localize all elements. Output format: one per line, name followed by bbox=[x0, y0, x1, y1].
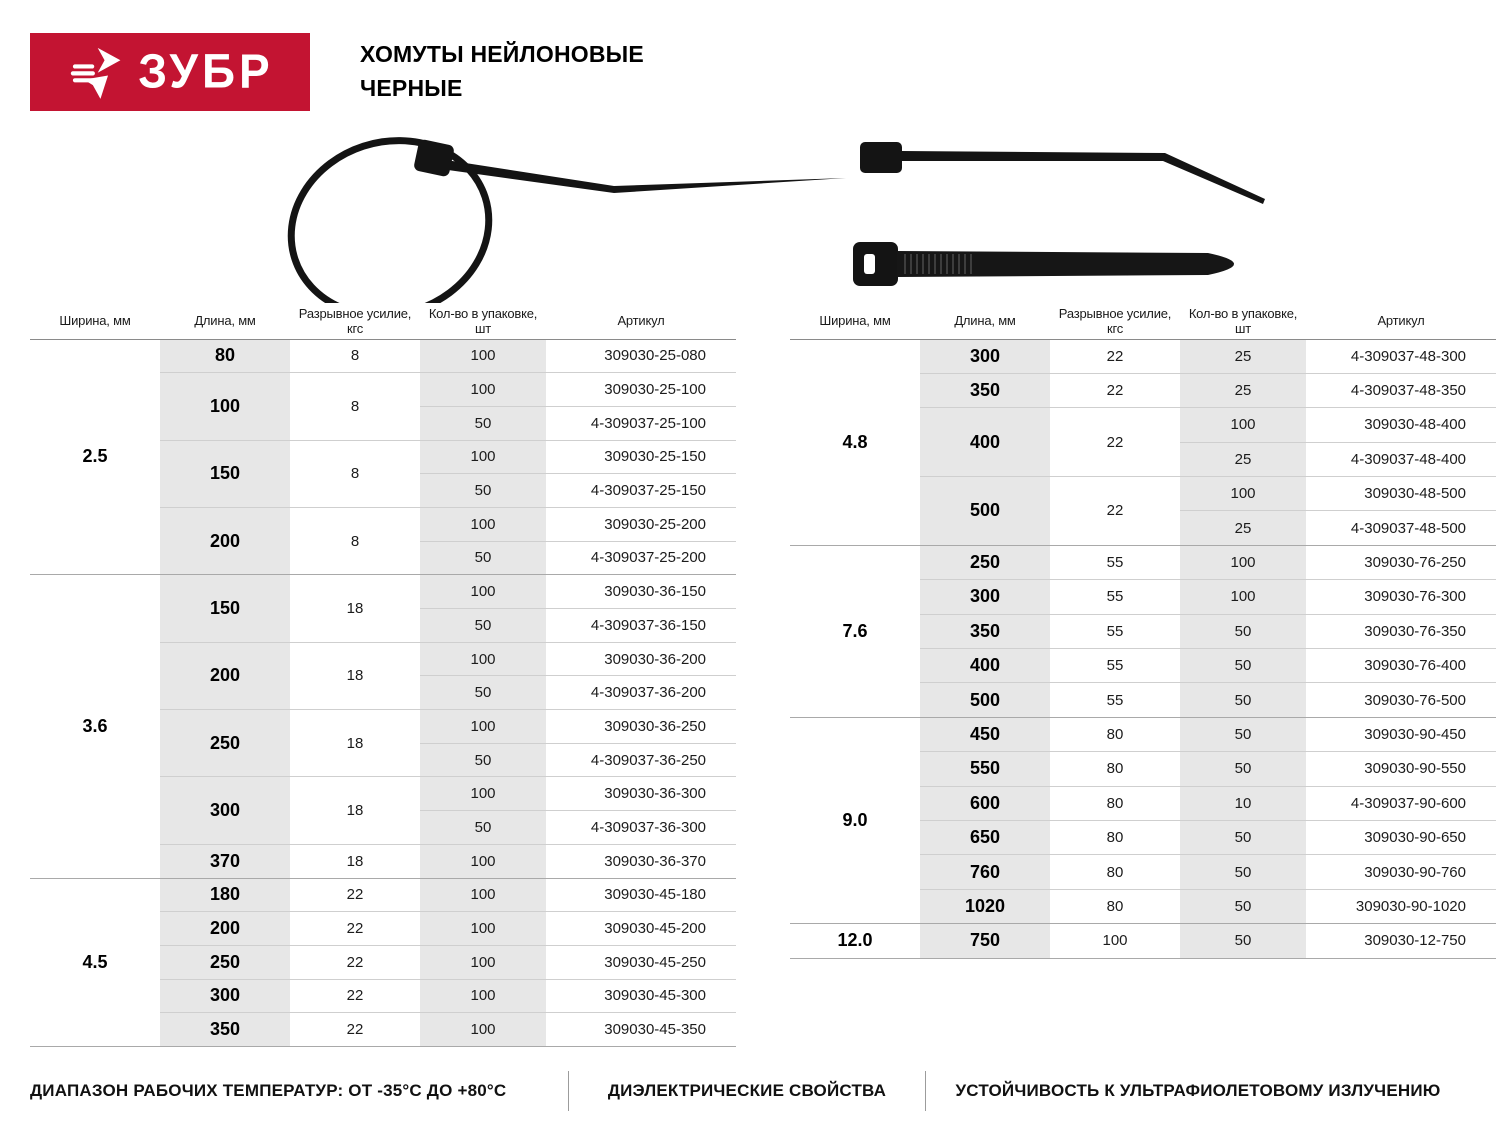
cell-qty: 50 bbox=[1180, 683, 1306, 717]
column-header: Ширина, мм bbox=[790, 303, 920, 339]
cell-article: 309030-25-200 bbox=[546, 507, 736, 541]
cell-length: 350 bbox=[920, 373, 1050, 407]
cell-qty: 100 bbox=[420, 507, 546, 541]
cell-force: 55 bbox=[1050, 683, 1180, 717]
cell-article: 309030-36-300 bbox=[546, 777, 736, 811]
cell-qty: 100 bbox=[420, 777, 546, 811]
cell-length: 80 bbox=[160, 339, 290, 373]
cell-qty: 50 bbox=[1180, 717, 1306, 751]
cell-qty: 100 bbox=[420, 878, 546, 912]
cell-force: 22 bbox=[290, 878, 420, 912]
cell-article: 309030-90-550 bbox=[1306, 752, 1496, 786]
cell-article: 309030-25-080 bbox=[604, 347, 706, 365]
column-header: Кол-во в упаковке, шт bbox=[420, 303, 546, 339]
cable-tie-straight-flat-image bbox=[853, 242, 1234, 286]
cell-length: 370 bbox=[160, 844, 290, 878]
footer-feature-uv: УСТОЙЧИВОСТЬ К УЛЬТРАФИОЛЕТОВОМУ ИЗЛУЧЕНИЮ bbox=[955, 1081, 1441, 1100]
cell-force: 22 bbox=[290, 1013, 420, 1047]
cell-force: 8 bbox=[350, 347, 360, 365]
cell-article: 4-309037-36-200 bbox=[546, 676, 736, 710]
cell-qty: 50 bbox=[1180, 820, 1306, 854]
cell-qty: 25 bbox=[1180, 373, 1306, 407]
cell-qty: 50 bbox=[420, 743, 546, 777]
table-row bbox=[790, 717, 1496, 751]
cell-qty: 100 bbox=[420, 912, 546, 946]
cell-article: 4-309037-25-150 bbox=[546, 474, 736, 508]
cell-article: 4-309037-36-150 bbox=[546, 609, 736, 643]
cell-force: 18 bbox=[290, 575, 420, 642]
cell-force: 80 bbox=[1050, 786, 1180, 820]
cell-qty: 100 bbox=[1180, 580, 1306, 614]
zubr-arrows-icon bbox=[66, 41, 128, 103]
cell-length: 400 bbox=[920, 649, 1050, 683]
cell-force: 22 bbox=[290, 945, 420, 979]
product-title-line2: ЧЕРНЫЕ bbox=[360, 75, 463, 101]
cell-article: 309030-76-500 bbox=[1306, 683, 1496, 717]
cell-force: 80 bbox=[1050, 889, 1180, 923]
cell-article: 309030-90-450 bbox=[1306, 717, 1496, 751]
column-header: Артикул bbox=[1306, 303, 1496, 339]
cell-article: 4-309037-36-300 bbox=[546, 811, 736, 845]
cell-length: 760 bbox=[920, 855, 1050, 889]
cell-force: 80 bbox=[1050, 855, 1180, 889]
cell-length: 200 bbox=[160, 912, 290, 946]
cell-qty: 50 bbox=[420, 541, 546, 575]
column-header: Разрывное усилие, кгс bbox=[290, 303, 420, 339]
cell-length: 650 bbox=[920, 820, 1050, 854]
cell-force: 18 bbox=[290, 844, 420, 878]
cell-qty: 100 bbox=[420, 979, 546, 1013]
product-images bbox=[260, 118, 1290, 310]
footer-feature-temperature: ДИАПАЗОН РАБОЧИХ ТЕМПЕРАТУР: ОТ -35°С ДО +80°С bbox=[30, 1081, 507, 1100]
cell-length: 200 bbox=[160, 642, 290, 709]
cell-width: 9.0 bbox=[790, 717, 920, 923]
cell-qty: 100 bbox=[1180, 477, 1306, 511]
cell-qty: 25 bbox=[1180, 442, 1306, 476]
cell-length: 600 bbox=[920, 786, 1050, 820]
cell-length: 350 bbox=[920, 614, 1050, 648]
cell-article: 309030-90-650 bbox=[1306, 820, 1496, 854]
cell-force: 22 bbox=[1050, 373, 1180, 407]
cell-force: 100 bbox=[1050, 924, 1180, 958]
table-row bbox=[30, 878, 736, 912]
cell-qty: 100 bbox=[420, 440, 546, 474]
cell-force: 22 bbox=[290, 979, 420, 1013]
cell-width: 4.5 bbox=[30, 878, 160, 1046]
cell-article: 309030-45-250 bbox=[546, 945, 736, 979]
column-header: Длина, мм bbox=[160, 303, 290, 339]
cell-article: 4-309037-90-600 bbox=[1306, 786, 1496, 820]
cell-qty: 100 bbox=[420, 575, 546, 609]
cell-length: 100 bbox=[160, 373, 290, 440]
cell-length: 250 bbox=[160, 710, 290, 777]
cell-force: 18 bbox=[290, 710, 420, 777]
cell-qty: 50 bbox=[1180, 924, 1306, 958]
cell-article: 4-309037-25-200 bbox=[546, 541, 736, 575]
cell-length: 1020 bbox=[920, 889, 1050, 923]
cell-article: 309030-48-400 bbox=[1306, 408, 1496, 442]
cell-article: 309030-25-100 bbox=[546, 373, 736, 407]
cell-force: 55 bbox=[1050, 580, 1180, 614]
cell-article: 309030-36-150 bbox=[546, 575, 736, 609]
cell-article: 4-309037-36-250 bbox=[546, 743, 736, 777]
table-row bbox=[30, 339, 736, 373]
column-header: Длина, мм bbox=[920, 303, 1050, 339]
cell-article: 309030-45-300 bbox=[546, 979, 736, 1013]
cell-article: 309030-76-300 bbox=[1306, 580, 1496, 614]
cell-qty: 100 bbox=[420, 339, 546, 373]
cell-qty: 100 bbox=[420, 945, 546, 979]
cell-qty: 25 bbox=[1180, 339, 1306, 373]
cell-article: 4-309037-48-350 bbox=[1306, 373, 1496, 407]
cell-width: 3.6 bbox=[30, 575, 160, 878]
cell-force: 8 bbox=[290, 440, 420, 507]
column-header: Артикул bbox=[546, 303, 736, 339]
cell-article: 309030-36-200 bbox=[546, 642, 736, 676]
cell-length: 300 bbox=[160, 777, 290, 844]
cell-article: 309030-36-370 bbox=[546, 844, 736, 878]
cell-qty: 50 bbox=[420, 406, 546, 440]
cell-qty: 100 bbox=[420, 844, 546, 878]
spec-table-left bbox=[30, 303, 736, 1047]
cell-length: 250 bbox=[160, 945, 290, 979]
logo-wordmark: ЗУБР bbox=[138, 43, 274, 99]
cell-qty: 100 bbox=[420, 710, 546, 744]
cell-qty: 100 bbox=[1180, 408, 1306, 442]
table-row bbox=[790, 339, 1496, 373]
cell-force: 22 bbox=[290, 912, 420, 946]
cell-length: 450 bbox=[920, 717, 1050, 751]
cell-article: 4-309037-25-100 bbox=[546, 406, 736, 440]
cell-qty: 50 bbox=[420, 474, 546, 508]
table-row bbox=[30, 575, 736, 609]
column-header: Разрывное усилие, кгс bbox=[1050, 303, 1180, 339]
cell-qty: 100 bbox=[420, 642, 546, 676]
cell-length: 150 bbox=[160, 575, 290, 642]
cell-article: 309030-76-250 bbox=[1306, 545, 1496, 579]
cell-qty: 50 bbox=[1180, 752, 1306, 786]
cell-length: 300 bbox=[920, 339, 1050, 373]
cell-qty: 50 bbox=[420, 676, 546, 710]
table-row bbox=[790, 545, 1496, 579]
cell-width: 4.8 bbox=[790, 339, 920, 545]
cell-qty: 50 bbox=[1180, 855, 1306, 889]
cell-article: 309030-45-200 bbox=[546, 912, 736, 946]
spec-table-right bbox=[790, 303, 1496, 959]
cell-qty: 100 bbox=[1180, 545, 1306, 579]
cell-force: 80 bbox=[1050, 717, 1180, 751]
cell-force: 18 bbox=[290, 777, 420, 844]
table-row bbox=[790, 924, 1496, 958]
cell-force: 80 bbox=[1050, 820, 1180, 854]
cell-width: 12.0 bbox=[790, 924, 920, 958]
cell-length: 500 bbox=[920, 683, 1050, 717]
footer-feature-dielectric: ДИЭЛЕКТРИЧЕСКИЕ СВОЙСТВА bbox=[607, 1081, 887, 1100]
cell-article: 4-309037-48-500 bbox=[1306, 511, 1496, 545]
cell-length: 550 bbox=[920, 752, 1050, 786]
cell-force: 22 bbox=[1106, 347, 1124, 365]
cell-article: 309030-76-350 bbox=[1306, 614, 1496, 648]
cell-force: 55 bbox=[1050, 614, 1180, 648]
cell-length: 400 bbox=[920, 408, 1050, 477]
cell-qty: 50 bbox=[1180, 889, 1306, 923]
cell-force: 55 bbox=[1050, 649, 1180, 683]
cell-article: 309030-45-180 bbox=[546, 878, 736, 912]
cell-length: 350 bbox=[160, 1013, 290, 1047]
brand-logo bbox=[30, 33, 310, 111]
cell-length: 180 bbox=[160, 878, 290, 912]
cell-qty: 25 bbox=[1180, 511, 1306, 545]
column-header: Ширина, мм bbox=[30, 303, 160, 339]
cell-article: 4-309037-48-400 bbox=[1306, 442, 1496, 476]
cell-width: 2.5 bbox=[30, 339, 160, 575]
cell-article: 309030-76-400 bbox=[1306, 649, 1496, 683]
cell-force: 55 bbox=[1050, 545, 1180, 579]
cell-length: 500 bbox=[920, 477, 1050, 546]
cell-force: 80 bbox=[1050, 752, 1180, 786]
column-header: Кол-во в упаковке, шт bbox=[1180, 303, 1306, 339]
cell-force: 22 bbox=[1050, 477, 1180, 546]
cable-tie-straight-open-image bbox=[860, 142, 1265, 204]
cell-length: 200 bbox=[160, 507, 290, 574]
cell-force: 8 bbox=[290, 373, 420, 440]
cell-force: 22 bbox=[1050, 408, 1180, 477]
cell-length: 300 bbox=[920, 580, 1050, 614]
cell-article: 309030-45-350 bbox=[546, 1013, 736, 1047]
cell-qty: 100 bbox=[420, 373, 546, 407]
cell-qty: 50 bbox=[420, 609, 546, 643]
cell-qty: 50 bbox=[1180, 614, 1306, 648]
cell-width: 7.6 bbox=[790, 545, 920, 717]
page-title bbox=[360, 37, 644, 105]
cell-length: 750 bbox=[920, 924, 1050, 958]
cell-qty: 100 bbox=[420, 1013, 546, 1047]
cell-article: 309030-48-500 bbox=[1306, 477, 1496, 511]
cell-length: 150 bbox=[160, 440, 290, 507]
cell-force: 8 bbox=[290, 507, 420, 574]
cable-tie-looped-image bbox=[268, 118, 846, 310]
cell-qty: 50 bbox=[1180, 649, 1306, 683]
cell-article: 309030-36-250 bbox=[546, 710, 736, 744]
cell-length: 300 bbox=[160, 979, 290, 1013]
cell-qty: 50 bbox=[420, 811, 546, 845]
cell-article: 309030-25-150 bbox=[546, 440, 736, 474]
cell-force: 18 bbox=[290, 642, 420, 709]
cell-article: 309030-90-760 bbox=[1306, 855, 1496, 889]
product-title-line1: ХОМУТЫ НЕЙЛОНОВЫЕ bbox=[360, 41, 644, 67]
cell-article: 4-309037-48-300 bbox=[1350, 347, 1466, 365]
cell-article: 309030-90-1020 bbox=[1306, 889, 1496, 923]
cell-article: 309030-12-750 bbox=[1306, 924, 1496, 958]
footer-features bbox=[30, 1070, 1470, 1112]
cell-length: 250 bbox=[920, 545, 1050, 579]
cell-qty: 10 bbox=[1180, 786, 1306, 820]
